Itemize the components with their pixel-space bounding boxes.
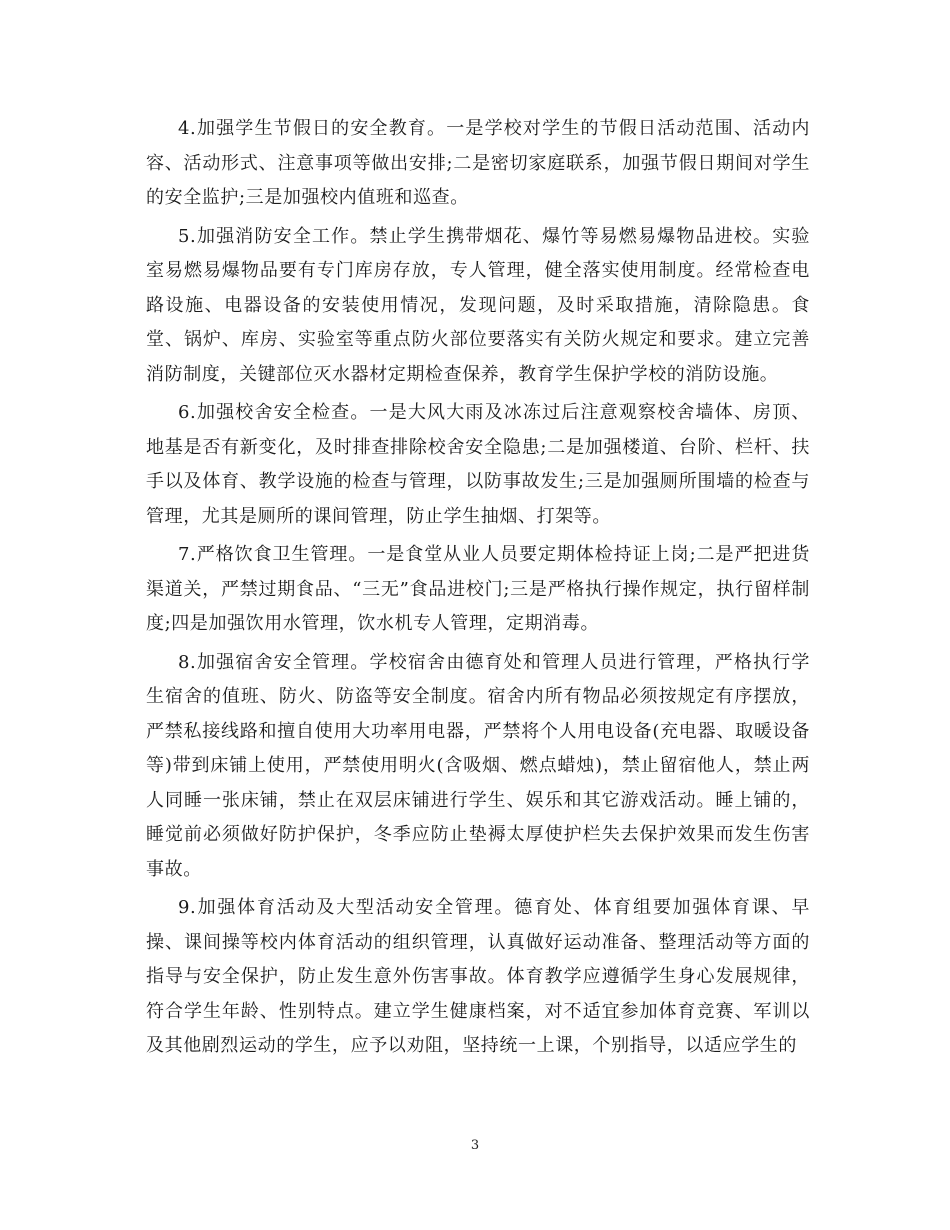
document-body <box>146 112 810 1064</box>
paragraph-item-6: 6.加强校舍安全检查。一是大风大雨及冰冻过后注意观察校舍墙体、房顶、地基是否有新变化，及时排查排除校舍安全隐患;二是加强楼道、台阶、栏杆、扶手以及体育、教学设施的检查与管理，以防事故发生;三是加强厕所围墙的检查与管理，尤其是厕所的课间管理，防止学生抽烟、打架等。 <box>146 402 810 527</box>
paragraph-item-4: 4.加强学生节假日的安全教育。一是学校对学生的节假日活动范围、活动内容、活动形式、注意事项等做出安排;二是密切家庭联系，加强节假日期间对学生的安全监护;三是加强校内值班和巡查。 <box>146 118 810 208</box>
page-number: 3 <box>470 1138 480 1153</box>
paragraph-item-9: 9.加强体育活动及大型活动安全管理。德育处、体育组要加强体育课、早操、课间操等校内体育活动的组织管理，认真做好运动准备、整理活动等方面的指导与安全保护，防止发生意外伤害事故。体育教学应遵循学生身心发展规律，符合学生年龄、性别特点。建立学生健康档案，对不适宜参加体育竞赛、军训以及其他剧烈运动的学生，应予以劝阻，坚持统一上课，个别指导，以适应学生的 <box>146 897 810 1056</box>
paragraph-item-7: 7.严格饮食卫生管理。一是食堂从业人员要定期体检持证上岗;二是严把进货渠道关，严禁过期食品、“三无”食品进校门;三是严格执行操作规定，执行留样制度;四是加强饮用水管理，饮水机专人管理，定期消毒。 <box>146 544 810 634</box>
paragraph-item-5: 5.加强消防安全工作。禁止学生携带烟花、爆竹等易燃易爆物品进校。实验室易燃易爆物品要有专门库房存放，专人管理，健全落实使用制度。经常检查电路设施、电器设备的安装使用情况，发现问题，及时采取措施，清除隐患。食堂、锅炉、库房、实验室等重点防火部位要落实有关防火规定和要求。建立完善消防制度，关键部位灭水器材定期检查保养，教育学生保护学校的消防设施。 <box>146 225 810 385</box>
paragraph-item-8: 8.加强宿舍安全管理。学校宿舍由德育处和管理人员进行管理，严格执行学生宿舍的值班、防火、防盗等安全制度。宿舍内所有物品必须按规定有序摆放，严禁私接线路和擅自使用大功率用电器，严禁将个人用电设备(充电器、取暖设备等)带到床铺上使用，严禁使用明火(含吸烟、燃点蜡烛)，禁止留宿他人，禁止两人同睡一张床铺，禁止在双层床铺进行学生、娱乐和其它游戏活动。睡上铺的，睡觉前必须做好防护保护，冬季应防止垫褥太厚使护栏失去保护效果而发生伤害事故。 <box>146 651 810 880</box>
